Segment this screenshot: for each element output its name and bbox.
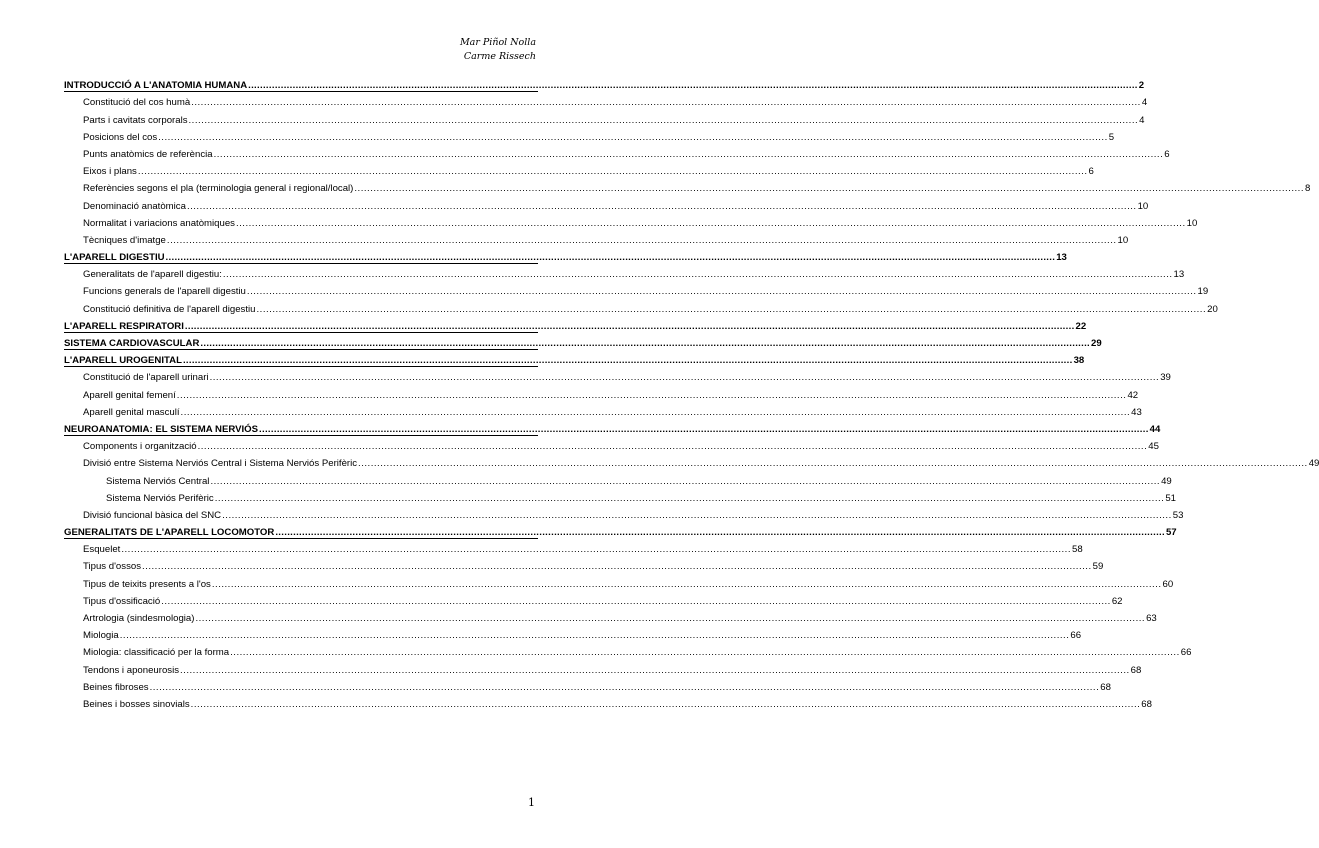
- toc-page-number: 59: [1092, 561, 1104, 573]
- dot-leader: ............................................................................................................................................................................................................................................................................................................: [246, 286, 1197, 298]
- toc-page-number: 66: [1070, 630, 1082, 642]
- toc-section-entry[interactable]: [64, 590, 1123, 607]
- toc-page-number: 42: [1127, 389, 1139, 401]
- toc-section-entry[interactable]: [64, 263, 1185, 281]
- toc-page-number: 62: [1111, 595, 1123, 607]
- toc-entry-text: Constitució definitiva de l'aparell digestiu: [83, 303, 256, 315]
- toc-entry-label: [83, 682, 149, 693]
- toc-entry-text: Tipus de teixits presents a l'os: [83, 578, 211, 590]
- toc-chapter-entry[interactable]: [64, 418, 1161, 435]
- author-name: Mar Piñol Nolla: [459, 37, 536, 48]
- dot-leader: ............................................................................................................................................................................................................................................................................................................: [230, 647, 1180, 659]
- toc-section-entry[interactable]: [64, 108, 1145, 126]
- dot-leader: ............................................................................................................................................................................................................................................................................................................: [149, 681, 1100, 693]
- toc-entry-text: Miologia: [83, 630, 119, 642]
- dot-leader: ............................................................................................................................................................................................................................................................................................................: [210, 475, 1161, 487]
- dot-leader: ............................................................................................................................................................................................................................................................................................................: [182, 355, 1073, 367]
- toc-page-number: 29: [1091, 338, 1102, 349]
- toc-entry-text: Divisió funcional bàsica del SNC: [83, 509, 222, 521]
- toc-section-entry[interactable]: [64, 607, 1157, 624]
- toc-chapter-entry[interactable]: [64, 246, 1067, 264]
- toc-page-number: 38: [1073, 355, 1085, 367]
- toc-page-number: 43: [1131, 406, 1142, 418]
- dot-leader: ............................................................................................................................................................................................................................................................................................................: [121, 544, 1071, 556]
- toc-entry-label: [83, 441, 197, 452]
- dot-leader: ............................................................................................................................................................................................................................................................................................................: [158, 131, 1108, 143]
- toc-entry-label: [83, 544, 120, 555]
- toc-entry-label: [64, 527, 274, 538]
- toc-entry-text: SISTEMA CARDIOVASCULAR: [64, 338, 200, 349]
- toc-entry-label: [64, 321, 184, 332]
- toc-entry-text: Miologia: classificació per la forma: [83, 647, 230, 659]
- toc-section-entry[interactable]: [64, 177, 1311, 195]
- author-name: Carme Rissech: [463, 51, 536, 62]
- toc-entry-text: Denominació anatòmica: [83, 200, 186, 212]
- toc-section-entry[interactable]: [64, 280, 1209, 298]
- toc-entry-text: Divisió entre Sistema Nerviós Central i Sistema Nerviós Perifèric: [83, 458, 358, 470]
- toc-page-number: 13: [1173, 269, 1185, 281]
- toc-page-number: 2: [1138, 80, 1145, 92]
- toc-page-number: 10: [1186, 217, 1198, 229]
- toc-page-number: 63: [1146, 613, 1157, 624]
- toc-entry-text: Sistema Nerviós Perifèric: [106, 492, 214, 504]
- toc-entry-label: [83, 183, 353, 194]
- dot-leader: ............................................................................................................................................................................................................................................................................................................: [190, 698, 1141, 710]
- dot-leader: ............................................................................................................................................................................................................................................................................................................: [195, 613, 1146, 624]
- toc-entry-text: Aparell genital femení: [83, 389, 176, 401]
- dot-leader: ............................................................................................................................................................................................................................................................................................................: [358, 458, 1308, 470]
- toc-section-entry[interactable]: [64, 160, 1094, 178]
- toc-chapter-entry[interactable]: [64, 315, 1087, 332]
- toc-entry-label: [83, 149, 213, 160]
- toc-section-entry[interactable]: [64, 693, 1152, 710]
- toc-page-number: 22: [1075, 320, 1087, 332]
- dot-leader: ............................................................................................................................................................................................................................................................................................................: [197, 441, 1148, 453]
- toc-page-number: 45: [1148, 441, 1159, 453]
- toc-section-entry[interactable]: [64, 538, 1083, 556]
- dot-leader: ............................................................................................................................................................................................................................................................................................................: [180, 406, 1131, 418]
- toc-section-entry[interactable]: [64, 676, 1111, 693]
- toc-section-entry[interactable]: [64, 555, 1104, 573]
- toc-entry-label: [64, 355, 182, 366]
- toc-page-number: 66: [1180, 647, 1192, 659]
- toc-page-number: 20: [1207, 303, 1218, 315]
- toc-entry-text: Sistema Nerviós Central: [106, 475, 210, 487]
- toc-entry-text: GENERALITATS DE L'APARELL LOCOMOTOR: [64, 527, 275, 539]
- toc-section-entry[interactable]: [64, 383, 1139, 401]
- toc-entry-label: [83, 647, 229, 658]
- dot-leader: ............................................................................................................................................................................................................................................................................................................: [142, 561, 1092, 573]
- toc-entry-text: Eixos i plans: [83, 166, 137, 178]
- toc-entry-text: Beines fibroses: [83, 681, 149, 693]
- dot-leader: ............................................................................................................................................................................................................................................................................................................: [222, 509, 1172, 521]
- toc-entry-label: [83, 458, 357, 469]
- dot-leader: ............................................................................................................................................................................................................................................................................................................: [200, 338, 1091, 349]
- toc-entry-label: [106, 476, 209, 487]
- toc-section-entry[interactable]: [64, 504, 1184, 521]
- dot-leader: ............................................................................................................................................................................................................................................................................................................: [137, 166, 1088, 178]
- toc-entry-label: [64, 338, 199, 349]
- toc-page-number: 49: [1308, 458, 1319, 470]
- dot-leader: ............................................................................................................................................................................................................................................................................................................: [191, 97, 1141, 109]
- dot-leader: ............................................................................................................................................................................................................................................................................................................: [259, 423, 1149, 435]
- toc-section-entry[interactable]: [64, 126, 1115, 143]
- dot-leader: ............................................................................................................................................................................................................................................................................................................: [275, 527, 1165, 539]
- toc-section-entry[interactable]: [64, 91, 1148, 109]
- toc-entry-label: [83, 115, 188, 126]
- toc-entry-label: [83, 561, 141, 572]
- toc-entry-text: Posicions del cos: [83, 131, 158, 143]
- dot-leader: ............................................................................................................................................................................................................................................................................................................: [184, 320, 1075, 332]
- toc-section-entry[interactable]: [64, 143, 1170, 160]
- dot-leader: ............................................................................................................................................................................................................................................................................................................: [180, 664, 1130, 676]
- toc-entry-label: [83, 269, 222, 280]
- toc-entry-text: Tendons i aponeurosis: [83, 664, 180, 676]
- toc-entry-label: [83, 630, 119, 641]
- toc-page-number: 6: [1164, 148, 1170, 160]
- toc-page-number: 53: [1172, 509, 1184, 521]
- toc-section-entry[interactable]: [64, 435, 1159, 453]
- dot-leader: ............................................................................................................................................................................................................................................................................................................: [213, 148, 1164, 160]
- dot-leader: ............................................................................................................................................................................................................................................................................................................: [166, 234, 1117, 246]
- toc-entry-label: [83, 286, 246, 297]
- toc-section-entry[interactable]: [64, 572, 1174, 590]
- toc-page-number: 10: [1137, 200, 1149, 212]
- toc-entry-label: [83, 304, 256, 315]
- toc-entry-label: [106, 493, 214, 504]
- toc-entry-label: [83, 699, 190, 710]
- toc-section-entry[interactable]: [64, 624, 1082, 642]
- toc-page-number: 58: [1071, 544, 1083, 556]
- toc-entry-label: [83, 407, 180, 418]
- toc-section-entry[interactable]: [64, 212, 1198, 229]
- toc-page-number: 60: [1162, 578, 1174, 590]
- toc-entry-text: Constitució de l'aparell urinari: [83, 372, 209, 384]
- toc-entry-text: L'APARELL UROGENITAL: [64, 355, 182, 367]
- toc-page-number: 68: [1141, 698, 1152, 710]
- toc-entry-text: Artrologia (sindesmologia): [83, 613, 195, 624]
- toc-entry-text: NEUROANATOMIA: EL SISTEMA NERVIÓS: [64, 423, 259, 435]
- toc-page-number: 68: [1100, 681, 1111, 693]
- dot-leader: ............................................................................................................................................................................................................................................................................................................: [211, 578, 1162, 590]
- toc-subsection-entry[interactable]: [64, 487, 1177, 504]
- dot-leader: ............................................................................................................................................................................................................................................................................................................: [256, 303, 1207, 315]
- toc-page-number: 19: [1197, 286, 1209, 298]
- dot-leader: ............................................................................................................................................................................................................................................................................................................: [161, 595, 1111, 607]
- toc-entry-label: [83, 201, 186, 212]
- toc-entry-text: Generalitats de l'aparell digestiu:: [83, 269, 222, 281]
- toc-section-entry[interactable]: [64, 297, 1218, 315]
- dot-leader: ............................................................................................................................................................................................................................................................................................................: [165, 252, 1056, 264]
- toc-entry-label: [83, 166, 137, 177]
- toc-entry-label: [83, 390, 176, 401]
- dot-leader: ............................................................................................................................................................................................................................................................................................................: [119, 630, 1070, 642]
- toc-section-entry[interactable]: [64, 366, 1171, 384]
- toc-section-entry[interactable]: [64, 452, 1319, 470]
- toc-entry-label: [83, 132, 157, 143]
- dot-leader: ............................................................................................................................................................................................................................................................................................................: [248, 80, 1138, 92]
- toc-entry-label: [64, 252, 165, 263]
- toc-chapter-entry[interactable]: [64, 332, 1102, 349]
- toc-page-number: 44: [1149, 423, 1161, 435]
- toc-section-entry[interactable]: [64, 194, 1149, 212]
- toc-entry-text: L'APARELL DIGESTIU: [64, 252, 165, 264]
- toc-entry-text: Tipus d'ossos: [83, 561, 141, 573]
- toc-page-number: 57: [1165, 527, 1177, 539]
- toc-entry-text: Constitució del cos humà: [83, 97, 191, 109]
- toc-entry-text: Beines i bosses sinovials: [83, 698, 190, 710]
- toc-page-number: 5: [1108, 131, 1115, 143]
- toc-chapter-entry[interactable]: [64, 74, 1145, 92]
- toc-entry-text: Esquelet: [83, 544, 121, 556]
- toc-page-number: 6: [1088, 166, 1094, 178]
- toc-entry-label: [83, 665, 179, 676]
- toc-entry-label: [83, 235, 166, 246]
- toc-section-entry[interactable]: [64, 401, 1142, 418]
- toc-subsection-entry[interactable]: [64, 469, 1172, 487]
- dot-leader: ............................................................................................................................................................................................................................................................................................................: [188, 114, 1139, 126]
- dot-leader: ............................................................................................................................................................................................................................................................................................................: [186, 200, 1137, 212]
- toc-entry-text: Referències segons el pla (terminologia general i regional/local): [83, 183, 354, 195]
- dot-leader: ............................................................................................................................................................................................................................................................................................................: [354, 183, 1305, 195]
- toc-chapter-entry[interactable]: [64, 521, 1177, 539]
- dot-leader: ............................................................................................................................................................................................................................................................................................................: [176, 389, 1127, 401]
- toc-page-number: 13: [1056, 252, 1067, 264]
- toc-entry-label: [83, 613, 194, 624]
- toc-entry-text: L'APARELL RESPIRATORI: [64, 320, 184, 332]
- dot-leader: ............................................................................................................................................................................................................................................................................................................: [209, 372, 1160, 384]
- toc-page-number: 4: [1139, 114, 1145, 126]
- toc-entry-label: [83, 579, 211, 590]
- toc-entry-text: Normalitat i variacions anatòmiques: [83, 217, 235, 229]
- toc-page-number: 4: [1141, 97, 1148, 109]
- toc-entry-text: Tipus d'ossificació: [83, 595, 161, 607]
- toc-entry-label: [64, 80, 247, 91]
- toc-entry-label: [64, 424, 258, 435]
- toc-section-entry[interactable]: [64, 641, 1192, 659]
- dot-leader: ............................................................................................................................................................................................................................................................................................................: [214, 492, 1165, 504]
- toc-entry-label: [83, 510, 221, 521]
- toc-section-entry[interactable]: [64, 229, 1129, 246]
- toc-page-number: 68: [1130, 664, 1142, 676]
- author-header: [460, 36, 536, 64]
- toc-entry-text: INTRODUCCIÓ A L'ANATOMIA HUMANA: [64, 80, 248, 92]
- toc-entry-label: [83, 97, 190, 108]
- toc-entry-label: [83, 596, 160, 607]
- toc-entry-text: Parts i cavitats corporals: [83, 114, 188, 126]
- toc-entry-text: Components i organització: [83, 441, 197, 453]
- table-of-contents: [64, 74, 1319, 710]
- page-number: 1: [528, 796, 535, 809]
- toc-page-number: 39: [1160, 372, 1171, 384]
- toc-page-number: 8: [1305, 183, 1311, 195]
- dot-leader: ............................................................................................................................................................................................................................................................................................................: [222, 269, 1173, 281]
- toc-page-number: 49: [1161, 475, 1172, 487]
- toc-chapter-entry[interactable]: [64, 349, 1085, 367]
- toc-entry-text: Funcions generals de l'aparell digestiu: [83, 286, 246, 298]
- toc-entry-text: Tècniques d'imatge: [83, 234, 166, 246]
- toc-entry-label: [83, 372, 209, 383]
- toc-page-number: 10: [1117, 234, 1129, 246]
- toc-entry-text: Punts anatòmics de referència: [83, 148, 213, 160]
- toc-entry-label: [83, 218, 235, 229]
- dot-leader: ............................................................................................................................................................................................................................................................................................................: [235, 217, 1186, 229]
- toc-section-entry[interactable]: [64, 658, 1142, 676]
- toc-entry-text: Aparell genital masculí: [83, 406, 180, 418]
- toc-page-number: 51: [1165, 492, 1177, 504]
